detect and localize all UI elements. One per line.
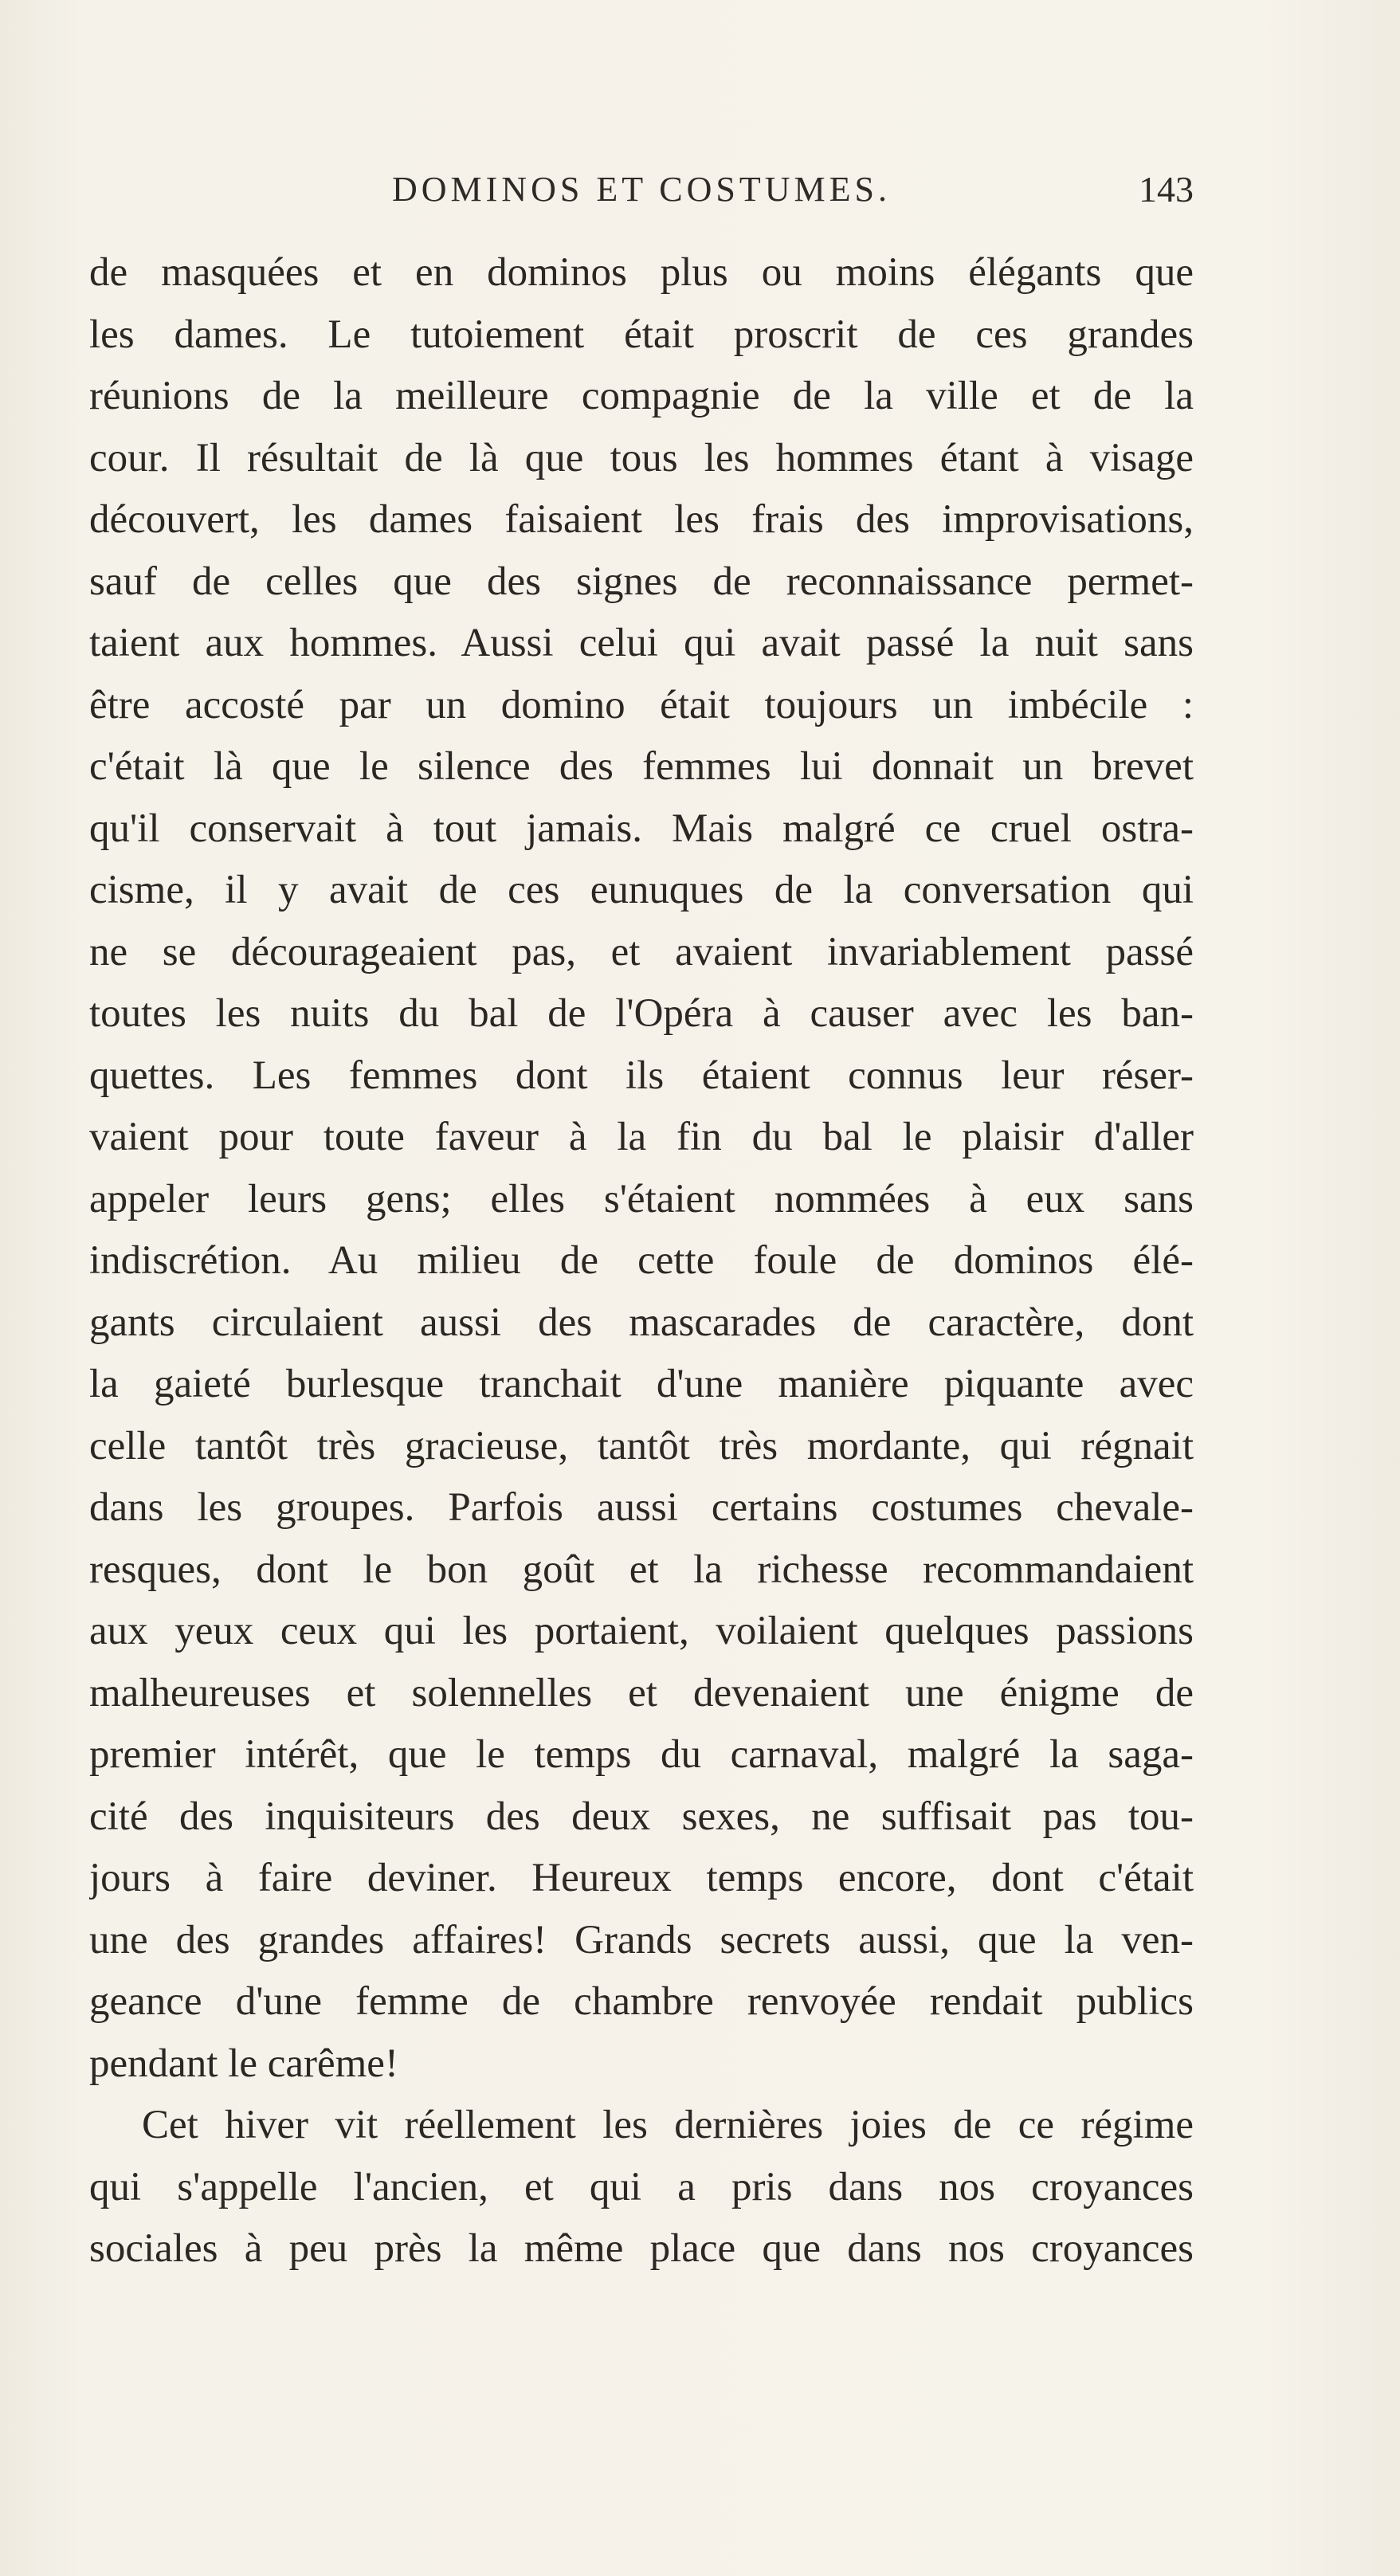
text-line: jours à faire deviner. Heureux temps encore, dont c'était — [89, 1856, 1194, 1900]
text-line: dans les groupes. Parfois aussi certains costumes chevale- — [89, 1485, 1194, 1530]
text-line: indiscrétion. Au milieu de cette foule de dominos élé- — [89, 1238, 1194, 1283]
paragraph-end-line: pendant le carême! — [89, 2041, 398, 2086]
text-line: c'était là que le silence des femmes lui donnait un brevet — [89, 744, 1194, 789]
running-title: DOMINOS ET COSTUMES. — [391, 170, 892, 209]
text-line: malheureuses et solennelles et devenaient une énigme de — [89, 1670, 1194, 1715]
text-line: réunions de la meilleure compagnie de la ville et de la — [89, 374, 1194, 418]
text-line: la gaieté burlesque tranchait d'une manière piquante avec — [89, 1362, 1194, 1406]
text-line: vaient pour toute faveur à la fin du bal le plaisir d'aller — [89, 1115, 1194, 1159]
text-line: cité des inquisiteurs des deux sexes, ne suffisait pas tou- — [89, 1794, 1194, 1839]
text-line: une des grandes affaires! Grands secrets aussi, que la ven- — [89, 1917, 1194, 1962]
text-line: ne se décourageaient pas, et avaient invariablement passé — [89, 929, 1194, 974]
text-line: découvert, les dames faisaient les frais des improvisations, — [89, 497, 1194, 542]
text-line: aux yeux ceux qui les portaient, voilaient quelques passions — [89, 1609, 1194, 1653]
page-number: 143 — [1139, 169, 1194, 210]
text-line: resques, dont le bon goût et la richesse recommandaient — [89, 1547, 1194, 1592]
text-line: geance d'une femme de chambre renvoyée rendait publics — [89, 1979, 1194, 2024]
text-line: les dames. Le tutoiement était proscrit de ces grandes — [89, 312, 1194, 357]
text-line: toutes les nuits du bal de l'Opéra à causer avec les ban- — [89, 991, 1194, 1036]
text-line: cisme, il y avait de ces eunuques de la conversation qui — [89, 868, 1194, 912]
text-line: celle tantôt très gracieuse, tantôt très mordante, qui régnait — [89, 1423, 1194, 1468]
text-line: quettes. Les femmes dont ils étaient connus leur réser- — [89, 1053, 1194, 1098]
text-line: taient aux hommes. Aussi celui qui avait passé la nuit sans — [89, 621, 1194, 665]
text-line: qui s'appelle l'ancien, et qui a pris dans nos croyances — [89, 2164, 1194, 2209]
text-line: sociales à peu près la même place que dans nos croyances — [89, 2226, 1194, 2271]
text-line: gants circulaient aussi des mascarades de caractère, dont — [89, 1300, 1194, 1345]
text-line: sauf de celles que des signes de reconnaissance permet- — [89, 559, 1194, 604]
text-line: appeler leurs gens; elles s'étaient nommées à eux sans — [89, 1176, 1194, 1221]
text-line: qu'il conservait à tout jamais. Mais malgré ce cruel ostra- — [89, 806, 1194, 851]
text-line: premier intérêt, que le temps du carnaval, malgré la saga- — [89, 1732, 1194, 1777]
text-line: de masquées et en dominos plus ou moins élégants que — [89, 250, 1194, 295]
text-line: cour. Il résultait de là que tous les hommes étant à visage — [89, 435, 1194, 480]
text-line: être accosté par un domino était toujours un imbécile : — [89, 682, 1194, 727]
paragraph-first-line: Cet hiver vit réellement les dernières joies de ce régime — [142, 2103, 1194, 2147]
running-head — [89, 166, 1194, 214]
body-text — [89, 242, 1194, 2280]
